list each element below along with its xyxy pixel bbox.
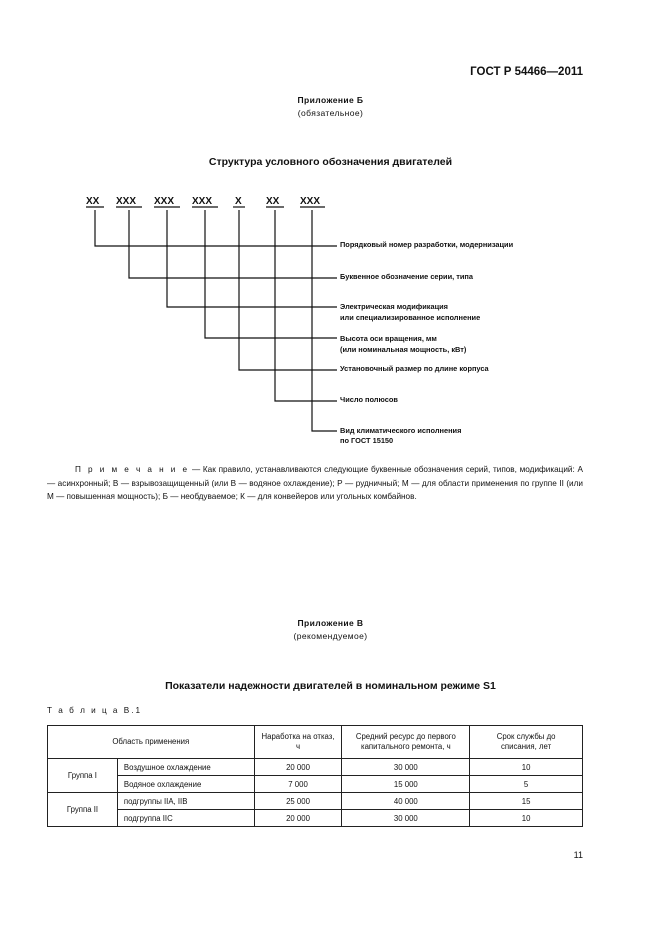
code-part-6: XX bbox=[266, 196, 280, 207]
reliability-table bbox=[47, 725, 583, 827]
label-modification-line2: или специализированное исполнение bbox=[340, 313, 481, 322]
mtbf-cell: 20 000 bbox=[254, 810, 342, 827]
appendix-b-status: (обязательное) bbox=[297, 108, 364, 118]
label-serial-number: Порядковый номер разработки, модернизации bbox=[340, 240, 514, 249]
connector-line bbox=[239, 210, 337, 370]
code-part-4: XXX bbox=[192, 196, 213, 207]
designation-diagram bbox=[0, 0, 661, 460]
connector-line bbox=[129, 210, 337, 278]
connector-line bbox=[205, 210, 337, 338]
label-mounting-size: Установочный размер по длине корпуса bbox=[340, 364, 489, 373]
label-climate-line2: по ГОСТ 15150 bbox=[340, 436, 394, 445]
table-row bbox=[48, 759, 583, 776]
header-area: Область применения bbox=[48, 726, 255, 759]
note-text: — Как правило, устанавливаются следующие буквенные обозначения серий, типов, модификаций: А — асинхронный; В — взрывозащищенный (или В — водяное охлаждение); Р — рудничный; М — для области применения по группе II (или М — повышенная мощность); Б — необдуваемое; К — для конвейеров или угольных комбайнов. bbox=[47, 465, 583, 501]
mtbf-cell: 20 000 bbox=[254, 759, 342, 776]
group-cell: Группа II bbox=[48, 793, 118, 827]
table-row bbox=[48, 793, 583, 810]
note-label: П р и м е ч а н и е bbox=[75, 465, 190, 474]
code-part-7: XXX bbox=[300, 196, 321, 207]
table-row bbox=[48, 776, 583, 793]
resource-cell: 15 000 bbox=[342, 776, 470, 793]
header-service-life: Срок службы до списания, лет bbox=[470, 726, 583, 759]
appendix-v-title: Приложение В bbox=[297, 618, 364, 628]
mtbf-cell: 25 000 bbox=[254, 793, 342, 810]
label-axis-height-line1: Высота оси вращения, мм bbox=[340, 334, 437, 343]
page-number: 11 bbox=[573, 850, 583, 860]
code-part-1: XX bbox=[86, 196, 100, 207]
life-cell: 15 bbox=[470, 793, 583, 810]
label-series-letter: Буквенное обозначение серии, типа bbox=[340, 272, 473, 281]
code-part-5: X bbox=[235, 196, 242, 207]
header-resource: Средний ресурс до первого капитального ремонта, ч bbox=[342, 726, 470, 759]
resource-cell: 30 000 bbox=[342, 759, 470, 776]
label-axis-height-line2: (или номинальная мощность, кВт) bbox=[340, 345, 467, 354]
note-paragraph bbox=[47, 463, 583, 504]
subgroup-cell: подгруппы IIA, IIB bbox=[117, 793, 254, 810]
appendix-v-status: (рекомендуемое) bbox=[293, 631, 368, 641]
group-cell: Группа I bbox=[48, 759, 118, 793]
connector-line bbox=[95, 210, 337, 246]
code-part-3: XXX bbox=[154, 196, 175, 207]
subgroup-cell: Водяное охлаждение bbox=[117, 776, 254, 793]
subgroup-cell: Воздушное охлаждение bbox=[117, 759, 254, 776]
subgroup-cell: подгруппа IIC bbox=[117, 810, 254, 827]
life-cell: 10 bbox=[470, 759, 583, 776]
life-cell: 5 bbox=[470, 776, 583, 793]
appendix-b-heading: Структура условного обозначения двигателей bbox=[208, 156, 453, 168]
table-caption: Т а б л и ц а В.1 bbox=[47, 706, 143, 715]
header-mtbf: Наработка на отказ, ч bbox=[254, 726, 342, 759]
appendix-v-heading: Показатели надежности двигателей в номинальном режиме S1 bbox=[165, 680, 496, 692]
standard-code: ГОСТ Р 54466—2011 bbox=[470, 66, 583, 78]
resource-cell: 40 000 bbox=[342, 793, 470, 810]
label-poles: Число полюсов bbox=[340, 395, 398, 404]
resource-cell: 30 000 bbox=[342, 810, 470, 827]
connector-line bbox=[312, 210, 337, 431]
label-climate-line1: Вид климатического исполнения bbox=[340, 426, 462, 435]
table-row bbox=[48, 810, 583, 827]
table-header-row bbox=[48, 726, 583, 759]
mtbf-cell: 7 000 bbox=[254, 776, 342, 793]
life-cell: 10 bbox=[470, 810, 583, 827]
code-part-2: XXX bbox=[116, 196, 137, 207]
appendix-b-title: Приложение Б bbox=[297, 95, 364, 105]
label-modification-line1: Электрическая модификация bbox=[340, 302, 448, 311]
connector-line bbox=[275, 210, 337, 401]
